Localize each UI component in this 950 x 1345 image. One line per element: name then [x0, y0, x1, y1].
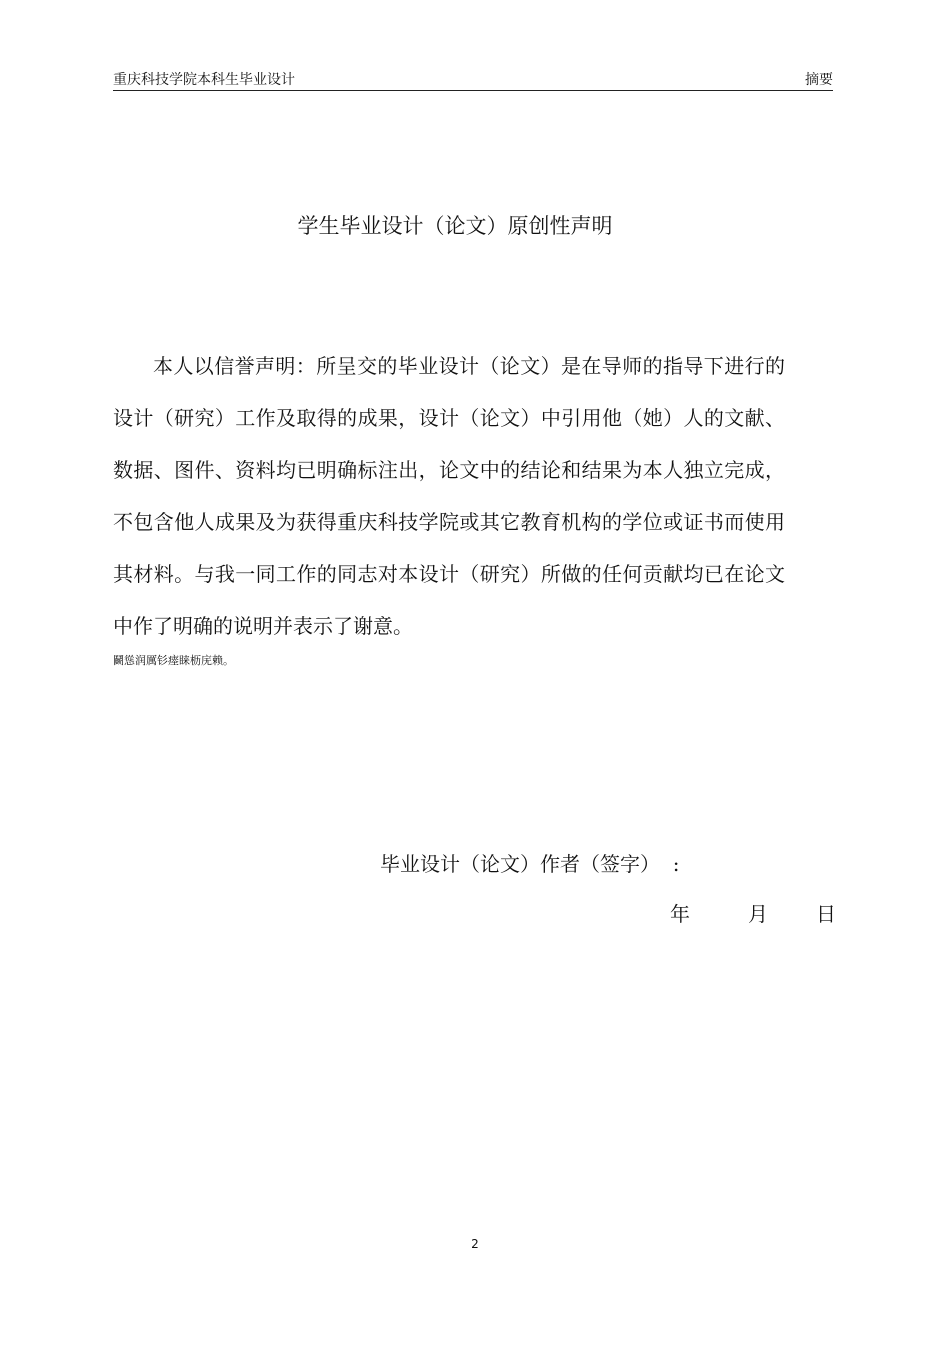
author-signature-label: 毕业设计（论文）作者（签字） :	[380, 852, 680, 876]
date-day-label: 日	[816, 902, 836, 926]
date-month-label: 月	[748, 902, 768, 926]
page-header	[113, 70, 833, 91]
header-section-label: 摘要	[805, 72, 833, 88]
header-school-title: 重庆科技学院本科生毕业设计	[113, 72, 295, 88]
page-number: 2	[471, 1237, 479, 1251]
garbled-text-line: 鬬慫润厲钐瘗睐枥庑赖。	[113, 654, 234, 667]
declaration-body: 本人以信誉声明：所呈交的毕业设计（论文）是在导师的指导下进行的设计（研究）工作及取得的成果，设计（论文）中引用他（她）人的文献、数据、图件、资料均已明确标注出，论文中的结论和结果为本人独立完成，不包含他人成果及为获得重庆科技学院或其它教育机构的学位或证书而使用其材料。与我一同工作的同志对本设计（研究）所做的任何贡献均已在论文中作了明确的说明并表示了谢意。	[113, 354, 785, 638]
declaration-title: 学生毕业设计（论文）原创性声明	[297, 214, 613, 238]
date-year-label: 年	[670, 902, 690, 926]
